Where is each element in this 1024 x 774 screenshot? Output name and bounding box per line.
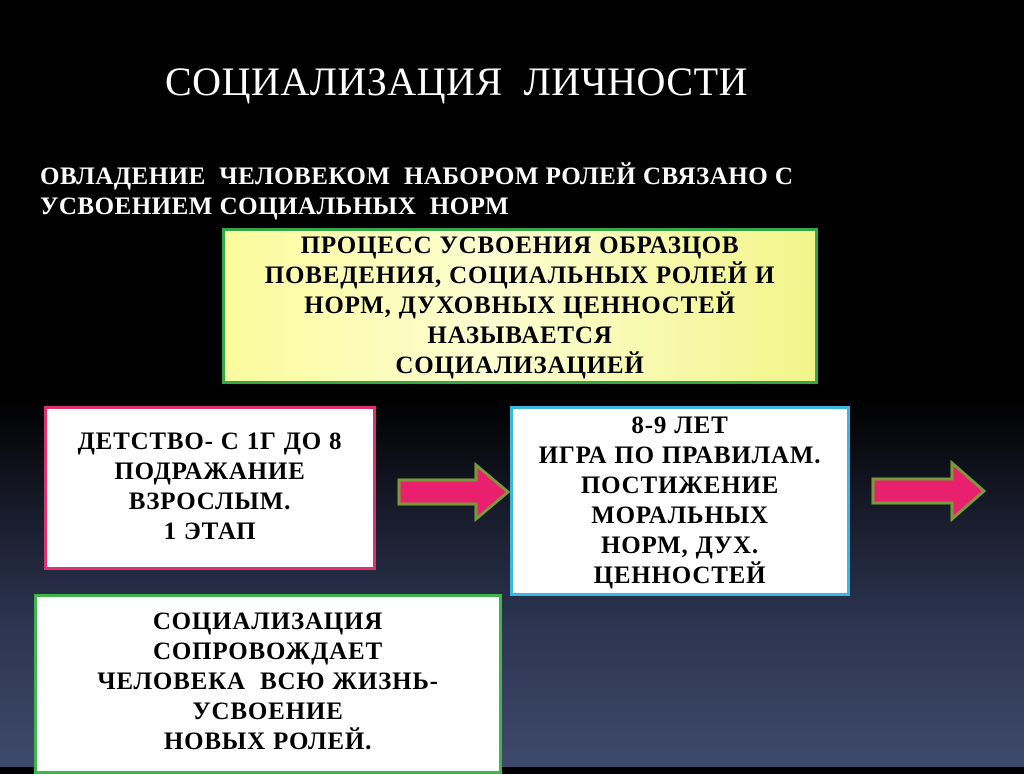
definition-line-4: НАЗЫВАЕТСЯ: [427, 322, 613, 349]
subtitle-line-2: УСВОЕНИЕМ СОЦИАЛЬНЫХ НОРМ: [40, 193, 510, 220]
stage-1-box: [44, 406, 376, 570]
stage-2-line-5: НОРМ, ДУХ.: [601, 532, 759, 559]
conclusion-line-3: ЧЕЛОВЕКА ВСЮ ЖИЗНЬ-: [97, 668, 439, 695]
slide-subtitle: [40, 162, 940, 222]
arrow-right-icon: [396, 462, 512, 522]
stage-1-line-4: 1 ЭТАП: [163, 518, 257, 545]
subtitle-line-1: ОВЛАДЕНИЕ ЧЕЛОВЕКОМ НАБОРОМ РОЛЕЙ СВЯЗАНО С: [40, 163, 794, 190]
definition-box: [222, 228, 818, 384]
definition-line-3: НОРМ, ДУХОВНЫХ ЦЕННОСТЕЙ: [304, 292, 736, 319]
conclusion-line-2: СОПРОВОЖДАЕТ: [153, 638, 383, 665]
stage-1-line-1: ДЕТСТВО- С 1Г ДО 8: [77, 428, 343, 455]
definition-line-1: ПРОЦЕСС УСВОЕНИЯ ОБРАЗЦОВ: [300, 232, 740, 259]
definition-line-5: СОЦИАЛИЗАЦИЕЙ: [395, 352, 645, 379]
stage-2-line-3: ПОСТИЖЕНИЕ: [580, 472, 780, 499]
conclusion-line-1: СОЦИАЛИЗАЦИЯ: [152, 608, 384, 635]
slide-title: СОЦИАЛИЗАЦИЯ ЛИЧНОСТИ: [165, 59, 748, 104]
stage-2-line-2: ИГРА ПО ПРАВИЛАМ.: [538, 442, 822, 469]
arrow-right-icon: [870, 460, 988, 522]
conclusion-line-5: НОВЫХ РОЛЕЙ.: [163, 728, 373, 755]
conclusion-box: [34, 594, 502, 774]
stage-2-box: [510, 406, 850, 596]
stage-2-line-1: 8-9 ЛЕТ: [631, 412, 729, 439]
stage-2-line-4: МОРАЛЬНЫХ: [591, 502, 769, 529]
stage-1-line-3: ВЗРОСЛЫМ.: [128, 488, 292, 515]
definition-line-2: ПОВЕДЕНИЯ, СОЦИАЛЬНЫХ РОЛЕЙ И: [264, 262, 776, 289]
stage-1-line-2: ПОДРАЖАНИЕ: [114, 458, 306, 485]
conclusion-line-4: УСВОЕНИЕ: [192, 698, 344, 725]
stage-2-line-6: ЦЕННОСТЕЙ: [593, 562, 767, 589]
